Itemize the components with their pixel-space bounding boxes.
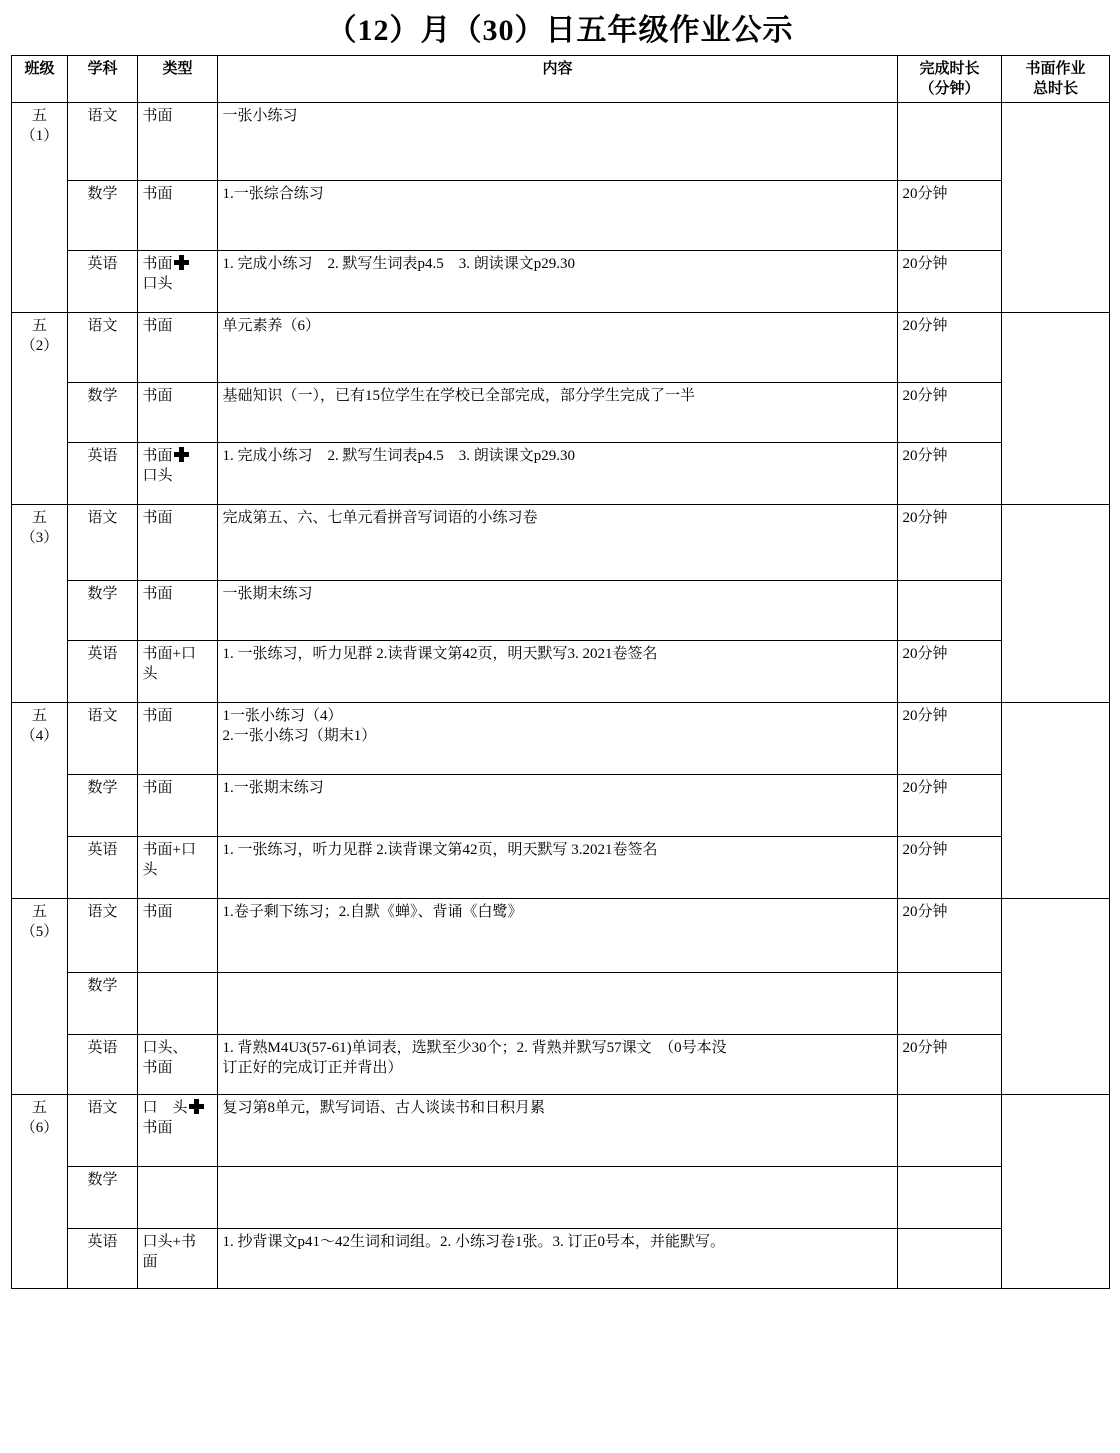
minutes-cell <box>897 1166 1001 1228</box>
type-label-line1: 书面 <box>143 254 213 274</box>
content-cell <box>217 312 897 382</box>
minutes-cell <box>897 1228 1001 1288</box>
class-label-line2: （4） <box>20 727 59 744</box>
column-header-minutes <box>897 56 1001 103</box>
minutes-cell: 20分钟 <box>897 640 1001 702</box>
total-duration-cell <box>1001 702 1109 898</box>
subject-cell: 语文 <box>67 102 137 180</box>
type-cell <box>137 836 217 898</box>
content-line1: 1. 完成小练习 2. 默写生词表p4.5 3. 朗读课文p29.30 <box>222 255 576 272</box>
class-cell <box>11 312 67 504</box>
table-row <box>11 774 1109 836</box>
content-cell <box>217 580 897 640</box>
type-cell <box>137 972 217 1034</box>
table-body <box>11 102 1109 1288</box>
class-label-line2: （3） <box>20 529 59 546</box>
type-cell <box>137 1094 217 1166</box>
type-cell <box>137 1166 217 1228</box>
column-header-total-line2: 总时长 <box>1032 81 1078 98</box>
type-label-line2: 面 <box>142 1253 158 1270</box>
content-cell <box>217 898 897 972</box>
class-cell <box>11 102 67 312</box>
table-row <box>11 1228 1109 1288</box>
column-header-content: 内容 <box>217 56 897 103</box>
type-label-line1: 书面 <box>142 509 173 526</box>
content-line1: 1. 完成小练习 2. 默写生词表p4.5 3. 朗读课文p29.30 <box>222 447 576 464</box>
minutes-cell: 20分钟 <box>897 312 1001 382</box>
content-line1: 1一张小练习（4） <box>222 707 343 724</box>
type-label-line1: 口头、 <box>142 1039 188 1056</box>
class-label-line2: （6） <box>20 1119 59 1136</box>
total-duration-cell <box>1001 504 1109 702</box>
minutes-cell: 20分钟 <box>897 898 1001 972</box>
minutes-cell: 20分钟 <box>897 250 1001 312</box>
type-cell <box>137 312 217 382</box>
type-label-line1: 口 头 <box>143 1098 213 1118</box>
table-row <box>11 836 1109 898</box>
subject-cell: 语文 <box>67 312 137 382</box>
column-header-subject: 学科 <box>67 56 137 103</box>
subject-cell: 数学 <box>67 180 137 250</box>
table-header-row <box>11 56 1109 103</box>
table-row <box>11 102 1109 180</box>
content-cell <box>217 702 897 774</box>
class-label-line1: 五 <box>31 317 47 334</box>
table-row <box>11 1034 1109 1094</box>
type-cell <box>137 442 217 504</box>
subject-cell: 语文 <box>67 1094 137 1166</box>
type-label-line2: 头 <box>142 665 158 682</box>
content-cell <box>217 640 897 702</box>
subject-cell: 数学 <box>67 580 137 640</box>
class-cell <box>11 1094 67 1288</box>
type-cell <box>137 1228 217 1288</box>
class-label-line1: 五 <box>31 1099 47 1116</box>
subject-cell: 英语 <box>67 640 137 702</box>
minutes-cell <box>897 102 1001 180</box>
table-row <box>11 1166 1109 1228</box>
type-label-line1: 书面 <box>142 903 173 920</box>
type-cell <box>137 504 217 580</box>
table-row <box>11 1094 1109 1166</box>
minutes-cell: 20分钟 <box>897 1034 1001 1094</box>
minutes-cell: 20分钟 <box>897 180 1001 250</box>
content-line1: 1. 一张练习，听力见群 2.读背课文第42页，明天默写 3.2021卷签名 <box>222 841 658 858</box>
homework-table <box>11 55 1110 1289</box>
content-cell <box>217 836 897 898</box>
table-row <box>11 382 1109 442</box>
minutes-cell: 20分钟 <box>897 836 1001 898</box>
column-header-total <box>1001 56 1109 103</box>
subject-cell: 英语 <box>67 250 137 312</box>
subject-cell: 数学 <box>67 1166 137 1228</box>
content-line2: 2.一张小练习（期末1） <box>222 727 377 744</box>
class-label-line2: （2） <box>20 337 59 354</box>
minutes-cell <box>897 580 1001 640</box>
type-cell <box>137 640 217 702</box>
column-header-minutes-line1: 完成时长 <box>919 61 980 77</box>
type-cell <box>137 180 217 250</box>
content-line1: 一张小练习 <box>222 107 298 124</box>
table-row <box>11 580 1109 640</box>
plus-icon <box>189 1099 204 1114</box>
content-line1: 基础知识（一），已有15位学生在学校已全部完成，部分学生完成了一半 <box>222 387 696 404</box>
table-row <box>11 972 1109 1034</box>
content-cell <box>217 504 897 580</box>
content-line1: 1. 背熟M4U3(57-61)单词表，选默至少30个；2. 背熟并默写57课文 （0号本没 <box>222 1039 727 1056</box>
type-label-line1: 书面+口 <box>142 645 196 662</box>
type-cell <box>137 580 217 640</box>
total-duration-cell <box>1001 1094 1109 1288</box>
type-cell <box>137 702 217 774</box>
content-line2: 订正好的完成订正并背出） <box>222 1059 403 1076</box>
type-label-line1: 口头+书 <box>142 1233 196 1250</box>
subject-cell: 语文 <box>67 504 137 580</box>
total-duration-cell <box>1001 102 1109 312</box>
type-label-line1: 书面 <box>142 387 173 404</box>
table-header <box>11 56 1109 103</box>
total-duration-cell <box>1001 312 1109 504</box>
type-cell <box>137 102 217 180</box>
content-line1: 完成第五、六、七单元看拼音写词语的小练习卷 <box>222 509 538 526</box>
content-line1: 1. 一张练习，听力见群 2.读背课文第42页，明天默写3. 2021卷签名 <box>222 645 658 662</box>
subject-cell: 语文 <box>67 702 137 774</box>
minutes-cell <box>897 972 1001 1034</box>
content-cell <box>217 1034 897 1094</box>
table-row <box>11 504 1109 580</box>
class-label-line1: 五 <box>31 509 47 526</box>
table-row <box>11 702 1109 774</box>
column-header-class: 班级 <box>11 56 67 103</box>
type-label-line2: 书面 <box>142 1119 173 1136</box>
minutes-cell: 20分钟 <box>897 702 1001 774</box>
minutes-cell: 20分钟 <box>897 442 1001 504</box>
type-cell <box>137 898 217 972</box>
plus-icon <box>174 447 189 462</box>
type-label-line1: 书面 <box>143 446 213 466</box>
total-duration-cell <box>1001 898 1109 1094</box>
type-label-line2: 口头 <box>142 467 173 484</box>
subject-cell: 数学 <box>67 382 137 442</box>
minutes-cell: 20分钟 <box>897 774 1001 836</box>
type-cell <box>137 250 217 312</box>
subject-cell: 语文 <box>67 898 137 972</box>
class-label-line1: 五 <box>31 707 47 724</box>
table-row <box>11 312 1109 382</box>
content-cell <box>217 1094 897 1166</box>
type-label-line1: 书面 <box>142 185 173 202</box>
table-row <box>11 180 1109 250</box>
type-label-line1: 书面 <box>142 317 173 334</box>
content-cell <box>217 774 897 836</box>
content-line1: 单元素养（6） <box>222 317 321 334</box>
content-cell <box>217 180 897 250</box>
content-cell <box>217 382 897 442</box>
minutes-cell: 20分钟 <box>897 382 1001 442</box>
type-cell <box>137 382 217 442</box>
content-cell <box>217 442 897 504</box>
type-label-line1: 书面 <box>142 585 173 602</box>
content-line1: 1.一张期末练习 <box>222 779 324 796</box>
page-title: （12）月（30）日五年级作业公示 <box>326 14 794 47</box>
content-cell <box>217 972 897 1034</box>
table-row <box>11 250 1109 312</box>
type-label-line1: 书面+口 <box>142 841 196 858</box>
subject-cell: 英语 <box>67 1228 137 1288</box>
class-label-line2: （1） <box>20 127 59 144</box>
content-line1: 1.一张综合练习 <box>222 185 324 202</box>
class-label-line2: （5） <box>20 923 59 940</box>
content-line1: 复习第8单元，默写词语、古人谈读书和日积月累 <box>222 1099 546 1116</box>
plus-icon <box>174 255 189 270</box>
minutes-cell: 20分钟 <box>897 504 1001 580</box>
content-line1: 1. 抄背课文p41～42生词和词组。2. 小练习卷1张。3. 订正0号本，并能默写。 <box>222 1233 726 1250</box>
type-label-line1: 书面 <box>142 779 173 796</box>
type-cell <box>137 774 217 836</box>
class-cell <box>11 898 67 1094</box>
class-cell <box>11 504 67 702</box>
class-label-line1: 五 <box>31 107 47 124</box>
table-row <box>11 442 1109 504</box>
table-row <box>11 640 1109 702</box>
content-cell <box>217 250 897 312</box>
subject-cell: 英语 <box>67 836 137 898</box>
subject-cell: 数学 <box>67 972 137 1034</box>
column-header-minutes-line2: （分钟） <box>919 81 980 98</box>
content-line1: 一张期末练习 <box>222 585 313 602</box>
table-row <box>11 898 1109 972</box>
type-label-line1: 书面 <box>142 107 173 124</box>
content-line1: 1.卷子剩下练习；2.自默《蝉》、背诵《白鹭》 <box>222 903 523 920</box>
column-header-total-line1: 书面作业 <box>1025 61 1086 77</box>
class-label-line1: 五 <box>31 903 47 920</box>
content-cell <box>217 1166 897 1228</box>
type-label-line2: 头 <box>142 861 158 878</box>
subject-cell: 英语 <box>67 442 137 504</box>
minutes-cell <box>897 1094 1001 1166</box>
type-cell <box>137 1034 217 1094</box>
class-cell <box>11 702 67 898</box>
type-label-line2: 书面 <box>142 1059 173 1076</box>
content-cell <box>217 102 897 180</box>
subject-cell: 数学 <box>67 774 137 836</box>
subject-cell: 英语 <box>67 1034 137 1094</box>
type-label-line2: 口头 <box>142 275 173 292</box>
column-header-type: 类型 <box>137 56 217 103</box>
content-cell <box>217 1228 897 1288</box>
type-label-line1: 书面 <box>142 707 173 724</box>
